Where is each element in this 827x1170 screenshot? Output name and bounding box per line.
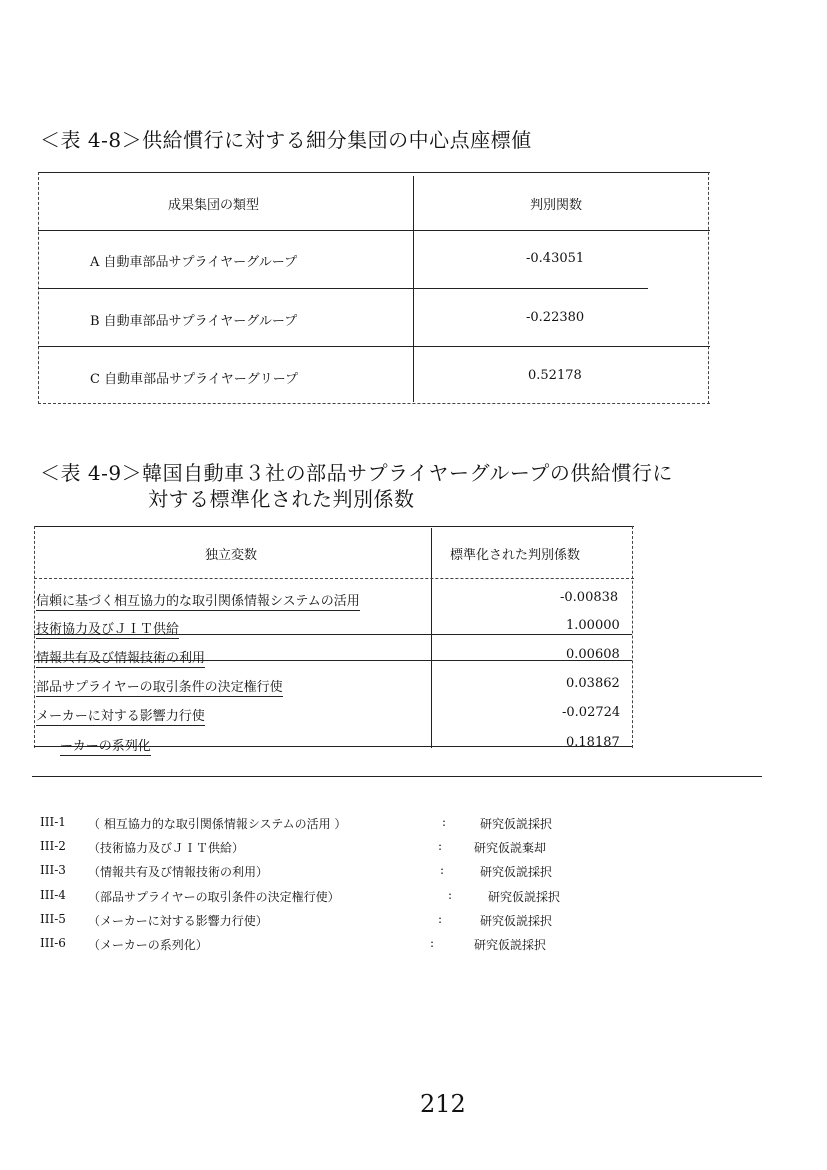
hypothesis-id: III-6 (40, 936, 66, 950)
table-row-label: ーカーの系列化 (60, 739, 151, 754)
table-row-value: -0.43051 (526, 251, 585, 266)
hypothesis-sep: : (438, 912, 443, 926)
hypothesis-text: （部品サプライヤーの取引条件の決定権行使） (88, 890, 340, 904)
table-row-value: -0.22380 (526, 310, 585, 325)
table-row-value: 0.00608 (566, 647, 620, 662)
table-4-8-title: ＜表 4-8＞供給慣行に対する細分集団の中心点座標値 (40, 128, 532, 152)
table-row-value: 0.03862 (566, 676, 620, 691)
hypothesis-text: （メーカーに対する影響力行使） (88, 914, 268, 928)
hypothesis-id: III-4 (40, 888, 66, 902)
table-row-label: A 自動車部品サプライヤーグループ (90, 255, 298, 270)
hypothesis-sep: : (440, 863, 445, 877)
hypothesis-result: 研究仮説採択 (480, 865, 553, 879)
hypothesis-text: （情報共有及び情報技術の利用） (88, 865, 269, 879)
table-row-label: C 自動車部品サプライヤーグリープ (90, 372, 299, 387)
page-number: 212 (420, 1090, 466, 1118)
hypothesis-sep: : (430, 936, 435, 950)
hypothesis-text: （ 相互協力的な取引関係情報システムの活用 ） (88, 817, 347, 831)
hypothesis-text: （メーカーの系列化） (88, 938, 208, 952)
table-4-9-title-line1: ＜表 4-9＞韓国自動車３社の部品サプライヤーグループの供給慣行に (40, 461, 673, 485)
table-row-label: 部品サプライヤーの取引条件の決定権行使 (36, 680, 283, 695)
hypothesis-result: 研究仮説採択 (480, 817, 553, 831)
hypothesis-id: III-3 (40, 863, 66, 877)
table-4-9-title-line2: 対する標準化された判別係数 (148, 487, 415, 511)
table-row-value: -0.00838 (560, 590, 619, 605)
table-4-9-header-coefficient: 標準化された判別係数 (450, 548, 581, 563)
table-row-label: メーカーに対する影響力行使 (36, 709, 205, 724)
table-row-label: 技術協力及びＪＩＴ供給 (36, 622, 180, 637)
table-4-8-header-type: 成果集団の類型 (168, 198, 260, 213)
hypothesis-id: III-2 (40, 839, 66, 853)
hypothesis-id: III-1 (40, 815, 66, 829)
table-4-8-header-function: 判別関数 (530, 198, 583, 213)
table-row-label: 信頼に基づく相互協力的な取引関係情報システムの活用 (36, 594, 360, 609)
hypothesis-text: （技術協力及びＪＩＴ供給） (88, 841, 245, 855)
table-row-label: B 自動車部品サプライヤーグループ (90, 314, 298, 329)
table-row-value: 1.00000 (566, 618, 620, 633)
hypothesis-result: 研究仮説採択 (488, 890, 561, 904)
hypothesis-result: 研究仮説棄却 (474, 841, 547, 855)
hypothesis-result: 研究仮説採択 (474, 938, 547, 952)
table-row-label: 情報共有及び情報技術の利用 (36, 651, 206, 666)
hypothesis-sep: : (448, 888, 453, 902)
hypothesis-sep: : (442, 815, 447, 829)
table-row-value: 0.18187 (566, 735, 620, 750)
section-divider (32, 776, 762, 777)
hypothesis-sep: : (438, 839, 443, 853)
hypothesis-result: 研究仮説採択 (480, 914, 553, 928)
hypothesis-id: III-5 (40, 912, 66, 926)
table-4-9-header-variable: 独立変数 (205, 548, 258, 563)
table-row-value: -0.02724 (562, 705, 621, 720)
table-row-value: 0.52178 (528, 368, 582, 383)
